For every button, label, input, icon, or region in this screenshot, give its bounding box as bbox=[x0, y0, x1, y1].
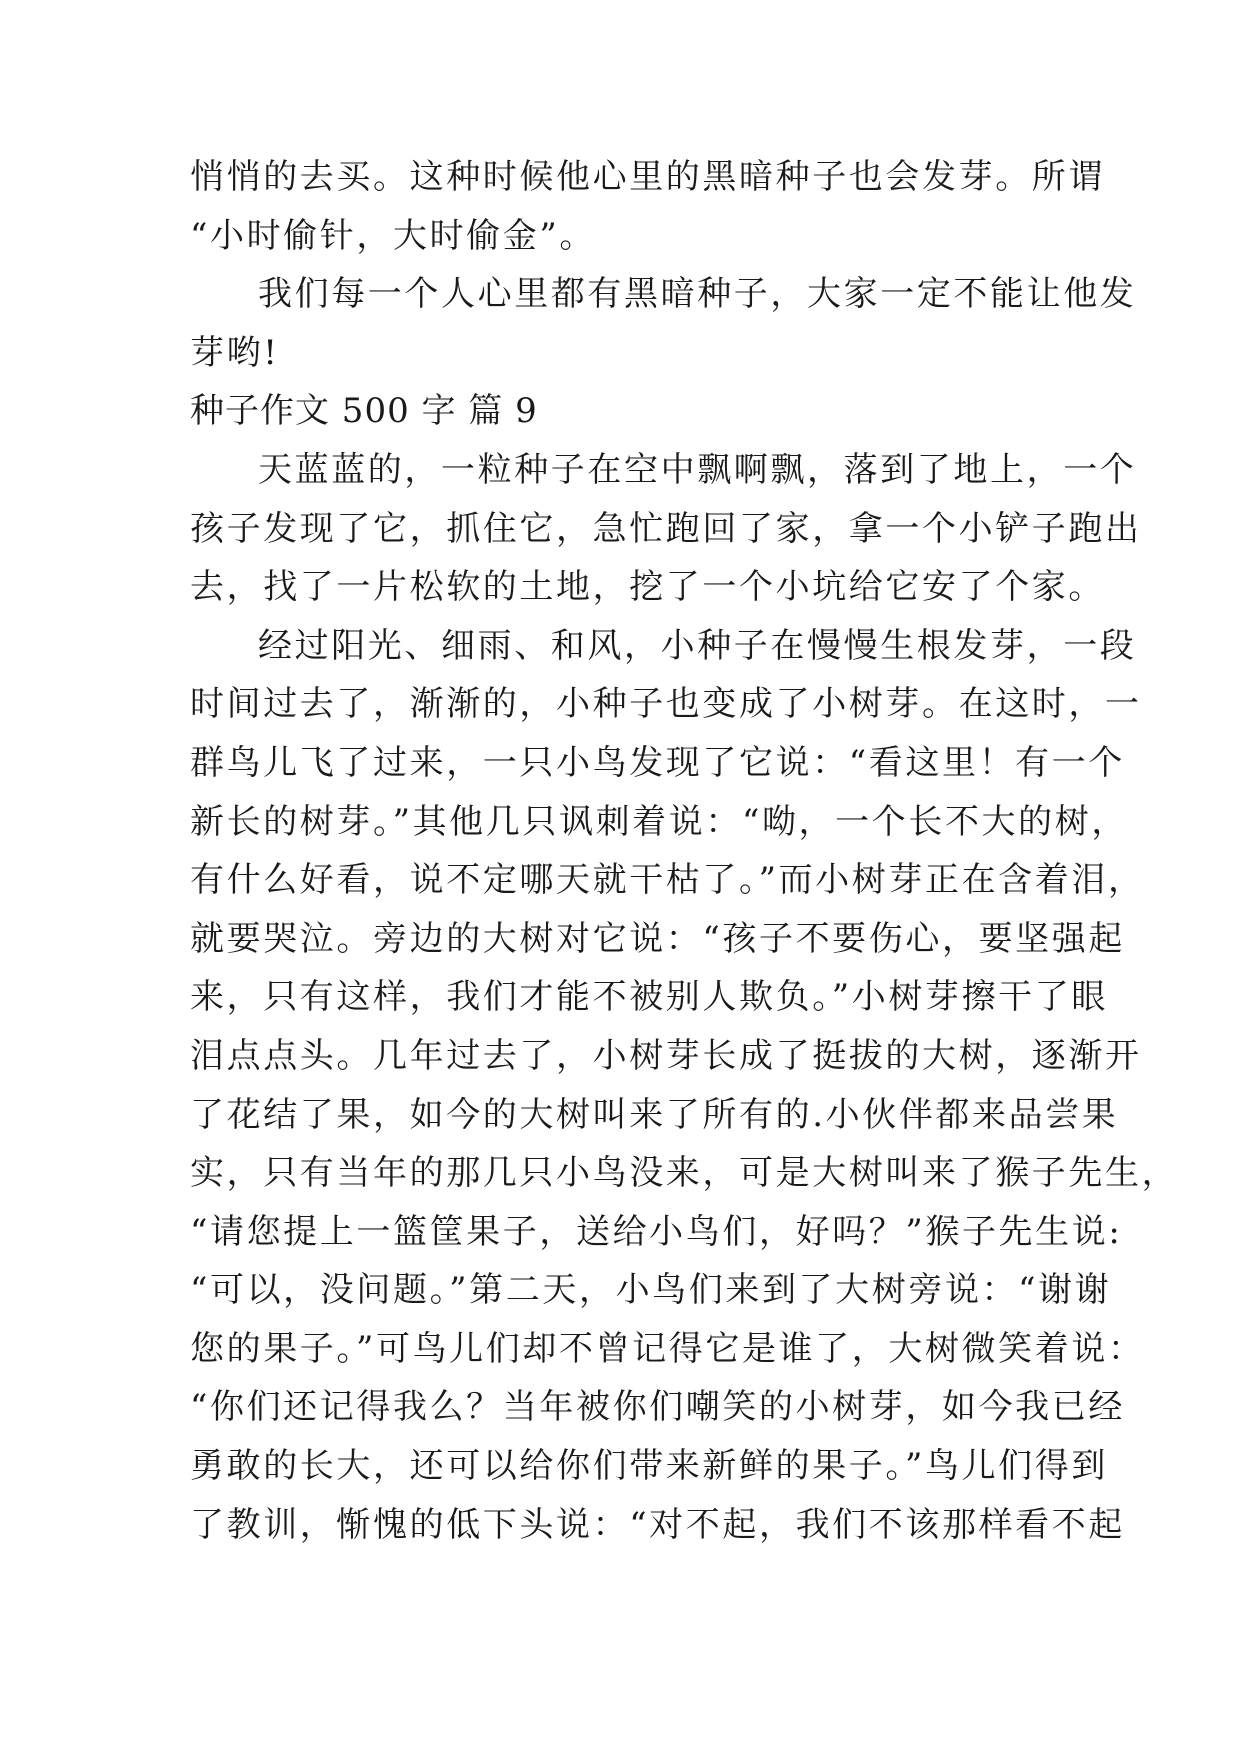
text-line: 了花结了果，如今的大树叫来了所有的.小伙伴都来品尝果 bbox=[190, 1094, 1119, 1135]
text-line: 了教训，惭愧的低下头说：“对不起，我们不该那样看不起 bbox=[190, 1504, 1125, 1545]
text-line: “小时偷针，大时偷金”。 bbox=[190, 215, 596, 256]
text-line: 您的果子。”可鸟儿们却不曾记得它是谁了，大树微笑着说： bbox=[190, 1328, 1145, 1369]
text-line: 孩子发现了它，抓住它，急忙跑回了家，拿一个小铲子跑出 bbox=[190, 508, 1142, 549]
text-line: 新长的树芽。”其他几只讽刺着说：“呦，一个长不大的树， bbox=[190, 801, 1128, 842]
text-line: “你们还记得我么？当年被你们嘲笑的小树芽，如今我已经 bbox=[190, 1387, 1125, 1428]
text-line: 悄悄的去买。这种时候他心里的黑暗种子也会发芽。所谓 bbox=[190, 157, 1105, 197]
body-text bbox=[190, 148, 1179, 1554]
text-line: 来，只有这样，我们才能不被别人欺负。”小树芽擦干了眼 bbox=[190, 977, 1108, 1018]
text-line: “可以，没问题。”第二天，小鸟们来到了大树旁说：“谢谢 bbox=[190, 1270, 1112, 1311]
text-line: 就要哭泣。旁边的大树对它说：“孩子不要伤心，要坚强起 bbox=[190, 918, 1125, 959]
text-line: 有什么好看，说不定哪天就干枯了。”而小树芽正在含着泪， bbox=[190, 860, 1145, 901]
text-line: 实，只有当年的那几只小鸟没来，可是大树叫来了猴子先生， bbox=[190, 1153, 1179, 1194]
text-line: 勇敢的长大，还可以给你们带来新鲜的果子。”鸟儿们得到 bbox=[190, 1446, 1108, 1487]
section-heading: 种子作文 500 字 篇 9 bbox=[190, 391, 538, 432]
text-line: 群鸟儿飞了过来，一只小鸟发现了它说：“看这里！有一个 bbox=[190, 742, 1125, 783]
text-line: 时间过去了，渐渐的，小种子也变成了小树芽。在这时，一 bbox=[190, 684, 1142, 725]
paragraph-start-line: 我们每一个人心里都有黑暗种子，大家一定不能让他发 bbox=[258, 274, 1137, 315]
text-line: 去，找了一片松软的土地，挖了一个小坑给它安了个家。 bbox=[190, 567, 1105, 608]
paragraph-start-line: 天蓝蓝的，一粒种子在空中飘啊飘，落到了地上，一个 bbox=[258, 449, 1137, 490]
text-line: 泪点点头。几年过去了，小树芽长成了挺拔的大树，逐渐开 bbox=[190, 1035, 1142, 1076]
text-line: “请您提上一篮筐果子，送给小鸟们，好吗？”猴子先生说: bbox=[190, 1211, 1123, 1252]
paragraph-start-line: 经过阳光、细雨、和风，小种子在慢慢生根发芽，一段 bbox=[258, 625, 1137, 666]
text-line: 芽哟! bbox=[190, 332, 280, 373]
